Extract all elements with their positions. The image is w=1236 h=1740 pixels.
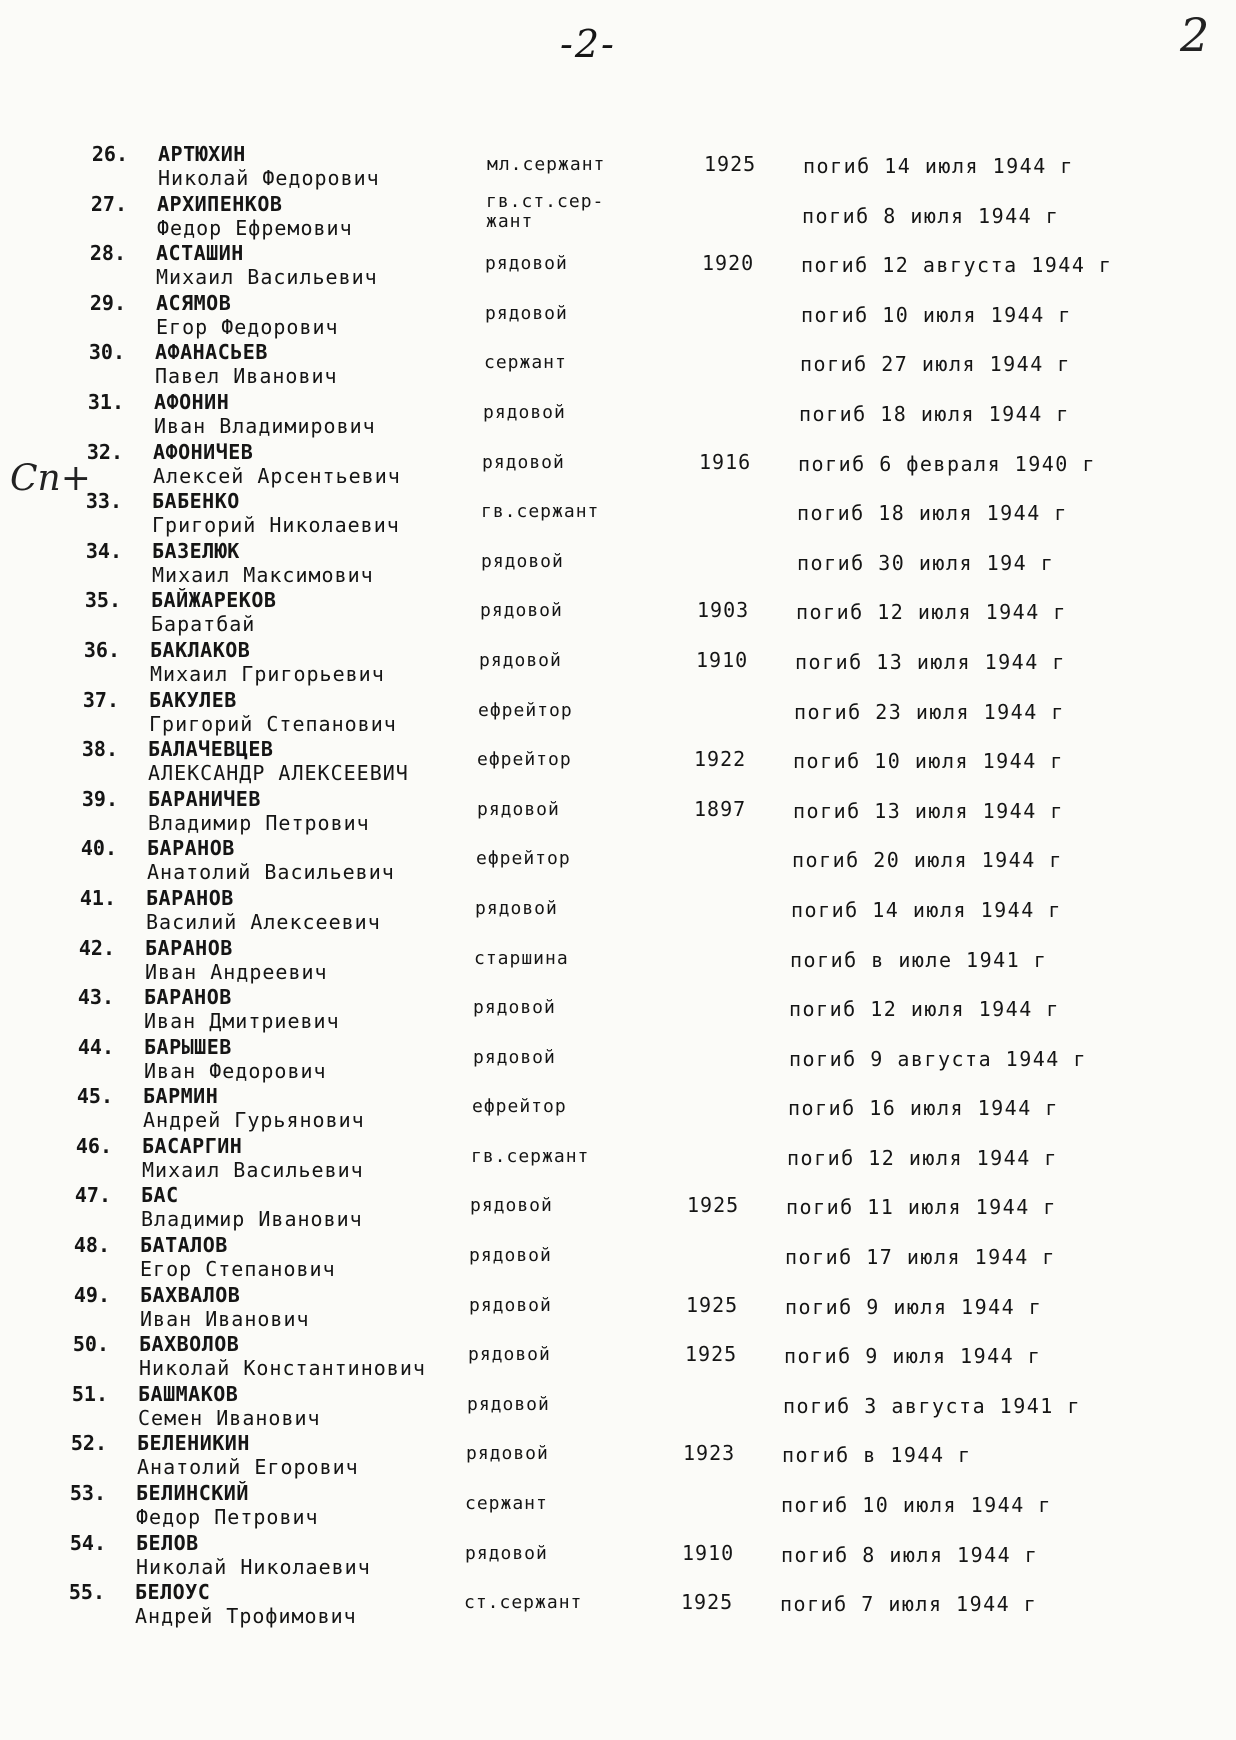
entry-fate: погиб 10 июля 1944 г: [781, 1493, 1052, 1518]
list-item: [0, 1231, 1236, 1281]
entry-rank: гв.сержант: [481, 501, 600, 523]
entry-surname: БАРАНИЧЕВ: [148, 786, 261, 811]
entry-rank: рядовой: [485, 302, 568, 324]
entry-given-name: Григорий Степанович: [149, 711, 397, 736]
entry-fate: погиб в июле 1941 г: [790, 947, 1048, 972]
entry-rank: рядовой: [479, 649, 562, 671]
entry-rank: рядовой: [483, 401, 566, 423]
entry-given-name: Егор Степанович: [140, 1257, 336, 1282]
entry-number: 40.: [80, 836, 117, 861]
entry-surname: БАКУЛЕВ: [149, 687, 237, 712]
entry-surname: БЕЛОВ: [136, 1530, 199, 1555]
list-item: [0, 289, 1236, 339]
entry-number: 53.: [69, 1481, 106, 1506]
entry-given-name: Анатолий Егорович: [137, 1455, 359, 1480]
entry-given-name: Баратбай: [151, 612, 256, 637]
list-item: [0, 487, 1236, 537]
entry-number: 30.: [88, 340, 125, 365]
entry-birth-year: 1925: [704, 152, 757, 176]
entry-given-name: Иван Иванович: [140, 1306, 310, 1331]
entry-given-name: Николай Николаевич: [136, 1554, 371, 1579]
entry-surname: БАРАНОВ: [144, 985, 232, 1010]
list-item: [0, 1529, 1236, 1579]
entry-fate: погиб 9 июля 1944 г: [785, 1294, 1043, 1319]
entry-surname: БАС: [141, 1183, 179, 1208]
entry-rank: рядовой: [473, 997, 556, 1019]
entry-given-name: Павел Иванович: [155, 364, 338, 389]
entry-fate: погиб 18 июля 1944 г: [797, 501, 1068, 526]
entry-birth-year: 1925: [687, 1193, 740, 1218]
entry-birth-year: 1925: [681, 1590, 734, 1615]
entry-surname: БЕЛЕНИКИН: [137, 1431, 250, 1456]
entry-fate: погиб 3 августа 1941 г: [783, 1393, 1081, 1418]
entry-rank: мл.сержант: [487, 154, 606, 175]
entry-rank: ст.сержант: [464, 1592, 583, 1614]
entry-given-name: Николай Федорович: [158, 166, 380, 190]
entry-number: 45.: [76, 1084, 113, 1109]
entry-number: 43.: [77, 985, 114, 1010]
entry-number: 31.: [87, 389, 124, 414]
list-item: [0, 1082, 1236, 1132]
list-item: [0, 1281, 1236, 1331]
entry-surname: БАБЕНКО: [152, 489, 240, 514]
entry-rank: рядовой: [480, 600, 563, 622]
entry-fate: погиб 16 июля 1944 г: [788, 1096, 1059, 1121]
entry-given-name: АЛЕКСАНДР АЛЕКСЕЕВИЧ: [148, 761, 409, 786]
entry-fate: погиб 14 июля 1944 г: [791, 897, 1062, 922]
entry-surname: БАХВОЛОВ: [139, 1332, 240, 1357]
entry-given-name: Михаил Григорьевич: [150, 661, 385, 686]
entry-given-name: Иван Федорович: [144, 1058, 327, 1083]
entry-birth-year: 1910: [682, 1540, 735, 1565]
entry-birth-year: 1922: [694, 747, 747, 772]
list-item: [0, 636, 1236, 686]
entry-surname: АРХИПЕНКОВ: [157, 191, 283, 216]
entry-rank: рядовой: [470, 1195, 553, 1217]
entry-number: 50.: [72, 1332, 109, 1357]
entry-number: 35.: [84, 588, 121, 613]
entry-rank: ефрейтор: [477, 749, 572, 771]
list-item: [0, 190, 1236, 240]
entry-given-name: Егор Федорович: [156, 314, 339, 339]
entry-number: 39.: [81, 786, 118, 811]
entry-given-name: Иван Владимирович: [154, 413, 376, 438]
list-item: [0, 338, 1236, 388]
entry-rank: сержант: [465, 1493, 548, 1515]
entry-birth-year: 1925: [686, 1292, 739, 1317]
entry-surname: БЕЛИНСКИЙ: [136, 1481, 249, 1506]
entry-fate: погиб 12 августа 1944 г: [801, 253, 1113, 278]
list-item: [0, 1429, 1236, 1479]
entry-number: 33.: [85, 489, 122, 514]
entry-surname: БАРАНОВ: [145, 935, 233, 960]
entry-surname: БАЛАЧЕВЦЕВ: [148, 737, 274, 762]
entry-rank: рядовой: [466, 1443, 549, 1465]
entry-fate: погиб 9 июля 1944 г: [784, 1344, 1042, 1369]
entry-given-name: Григорий Николаевич: [152, 513, 400, 538]
entry-fate: погиб 27 июля 1944 г: [800, 352, 1071, 377]
list-item: [0, 934, 1236, 984]
entry-rank: рядовой: [469, 1294, 552, 1316]
entry-rank: рядовой: [465, 1542, 548, 1564]
entry-number: 44.: [77, 1034, 114, 1059]
list-item: [0, 1132, 1236, 1182]
entry-number: 46.: [75, 1133, 112, 1158]
list-item: [0, 686, 1236, 736]
entry-surname: БАРМИН: [143, 1084, 219, 1109]
entry-surname: АФОНИЧЕВ: [153, 439, 254, 464]
entry-number: 34.: [85, 538, 122, 563]
entry-number: 28.: [89, 241, 126, 266]
entry-surname: БАРАНОВ: [146, 885, 234, 910]
margin-note: Сп+: [10, 458, 91, 499]
entry-given-name: Михаил Васильевич: [156, 265, 378, 290]
list-item: [0, 537, 1236, 587]
entry-surname: БАРАНОВ: [147, 836, 235, 861]
list-item: [0, 140, 1236, 190]
entry-given-name: Анатолий Васильевич: [147, 860, 395, 885]
list-item: [0, 834, 1236, 884]
list-item: [0, 735, 1236, 785]
entry-given-name: Иван Андреевич: [145, 959, 328, 984]
entry-number: 38.: [81, 737, 118, 762]
entry-birth-year: 1923: [683, 1441, 736, 1466]
entry-rank: рядовой: [467, 1393, 550, 1415]
entry-fate: погиб 11 июля 1944 г: [786, 1195, 1057, 1220]
entry-given-name: Владимир Иванович: [141, 1207, 363, 1232]
entry-number: 29.: [89, 290, 126, 315]
entry-fate: погиб 9 августа 1944 г: [789, 1046, 1087, 1071]
list-item: [0, 785, 1236, 835]
entry-given-name: Андрей Трофимович: [135, 1604, 357, 1629]
entry-fate: погиб 12 июля 1944 г: [796, 600, 1067, 625]
page-number: -2-: [560, 22, 616, 66]
entry-fate: погиб 14 июля 1944 г: [803, 154, 1074, 178]
list-item: [0, 239, 1236, 289]
entry-given-name: Михаил Васильевич: [142, 1157, 364, 1182]
entry-given-name: Федор Ефремович: [157, 215, 353, 240]
entry-surname: АРТЮХИН: [158, 142, 246, 166]
entry-birth-year: 1910: [696, 647, 749, 672]
entry-birth-year: 1925: [685, 1342, 738, 1367]
entry-surname: БАШМАКОВ: [138, 1381, 239, 1406]
list-item: [0, 1330, 1236, 1380]
entry-surname: БАЙЖАРЕКОВ: [151, 588, 277, 613]
entry-rank: старшина: [474, 947, 569, 969]
list-item: [0, 1181, 1236, 1231]
entry-fate: погиб 6 февраля 1940 г: [798, 451, 1096, 476]
entry-rank: рядовой: [482, 451, 565, 473]
entry-rank: ефрейтор: [472, 1096, 567, 1118]
entry-fate: погиб в 1944 г: [782, 1443, 972, 1468]
entry-surname: БАХВАЛОВ: [140, 1282, 241, 1307]
entry-given-name: Иван Дмитриевич: [144, 1009, 340, 1034]
entry-given-name: Николай Константинович: [139, 1356, 426, 1381]
entry-rank: сержант: [484, 352, 567, 374]
entry-birth-year: 1920: [702, 251, 755, 276]
list-item: [0, 983, 1236, 1033]
entry-rank: гв.ст.сер- жант: [486, 190, 605, 232]
entry-given-name: Василий Алексеевич: [146, 909, 381, 934]
entry-rank: гв.сержант: [471, 1145, 590, 1167]
entry-fate: погиб 20 июля 1944 г: [792, 848, 1063, 873]
list-item: [0, 1578, 1236, 1628]
entry-number: 54.: [69, 1530, 106, 1555]
list-item: [0, 586, 1236, 636]
entry-number: 42.: [78, 935, 115, 960]
entry-fate: погиб 13 июля 1944 г: [793, 798, 1064, 823]
entry-surname: БЕЛОУС: [135, 1580, 211, 1605]
list-item: [0, 388, 1236, 438]
entry-fate: погиб 12 июля 1944 г: [789, 997, 1060, 1022]
list-item: [0, 1033, 1236, 1083]
corner-page-number: 2: [1180, 8, 1210, 62]
entry-number: 52.: [70, 1431, 107, 1456]
entry-surname: БАСАРГИН: [142, 1133, 243, 1158]
entry-number: 26.: [91, 142, 128, 166]
entry-fate: погиб 30 июля 194 г: [797, 550, 1055, 575]
entry-rank: ефрейтор: [476, 848, 571, 870]
entry-number: 55.: [68, 1580, 105, 1605]
entry-birth-year: 1897: [694, 796, 747, 821]
list-item: [0, 1479, 1236, 1529]
casualty-list: [0, 140, 1236, 1628]
entry-rank: рядовой: [481, 550, 564, 572]
entry-rank: рядовой: [469, 1245, 552, 1267]
entry-rank: рядовой: [475, 897, 558, 919]
entry-birth-year: 1916: [699, 449, 752, 474]
entry-fate: погиб 8 июля 1944 г: [802, 203, 1060, 228]
entry-fate: погиб 17 июля 1944 г: [785, 1245, 1056, 1270]
entry-number: 37.: [82, 687, 119, 712]
entry-number: 27.: [90, 191, 127, 216]
entry-fate: погиб 18 июля 1944 г: [799, 401, 1070, 426]
entry-fate: погиб 8 июля 1944 г: [781, 1542, 1039, 1567]
entry-surname: АСТАШИН: [156, 241, 244, 266]
entry-fate: погиб 7 июля 1944 г: [780, 1592, 1038, 1617]
entry-surname: БАКЛАКОВ: [150, 637, 251, 662]
entry-number: 32.: [86, 439, 123, 464]
entry-fate: погиб 10 июля 1944 г: [801, 302, 1072, 327]
entry-given-name: Федор Петрович: [136, 1505, 319, 1530]
list-item: [0, 438, 1236, 488]
list-item: [0, 1380, 1236, 1430]
entry-rank: ефрейтор: [478, 699, 573, 721]
entry-rank: рядовой: [473, 1046, 556, 1068]
entry-fate: погиб 23 июля 1944 г: [794, 699, 1065, 724]
entry-fate: погиб 10 июля 1944 г: [793, 749, 1064, 774]
list-item: [0, 884, 1236, 934]
entry-surname: БАТАЛОВ: [140, 1233, 228, 1258]
entry-surname: БАРЫШЕВ: [144, 1034, 232, 1059]
entry-given-name: Михаил Максимович: [152, 562, 374, 587]
entry-rank: рядовой: [485, 253, 568, 275]
entry-number: 51.: [71, 1381, 108, 1406]
entry-surname: АСЯМОВ: [156, 290, 232, 315]
entry-number: 41.: [79, 885, 116, 910]
entry-given-name: Владимир Петрович: [148, 810, 370, 835]
entry-surname: АФАНАСЬЕВ: [155, 340, 268, 365]
entry-number: 48.: [73, 1233, 110, 1258]
entry-rank: рядовой: [477, 798, 560, 820]
entry-birth-year: 1903: [697, 598, 750, 623]
entry-given-name: Андрей Гурьянович: [143, 1108, 365, 1133]
entry-surname: АФОНИН: [154, 389, 230, 414]
entry-number: 49.: [73, 1282, 110, 1307]
entry-number: 36.: [83, 637, 120, 662]
entry-given-name: Алексей Арсентьевич: [153, 463, 401, 488]
entry-surname: БАЗЕЛЮК: [152, 538, 240, 563]
entry-fate: погиб 13 июля 1944 г: [795, 649, 1066, 674]
entry-rank: рядовой: [468, 1344, 551, 1366]
entry-number: 47.: [74, 1183, 111, 1208]
entry-fate: погиб 12 июля 1944 г: [787, 1145, 1058, 1170]
entry-given-name: Семен Иванович: [138, 1405, 321, 1430]
